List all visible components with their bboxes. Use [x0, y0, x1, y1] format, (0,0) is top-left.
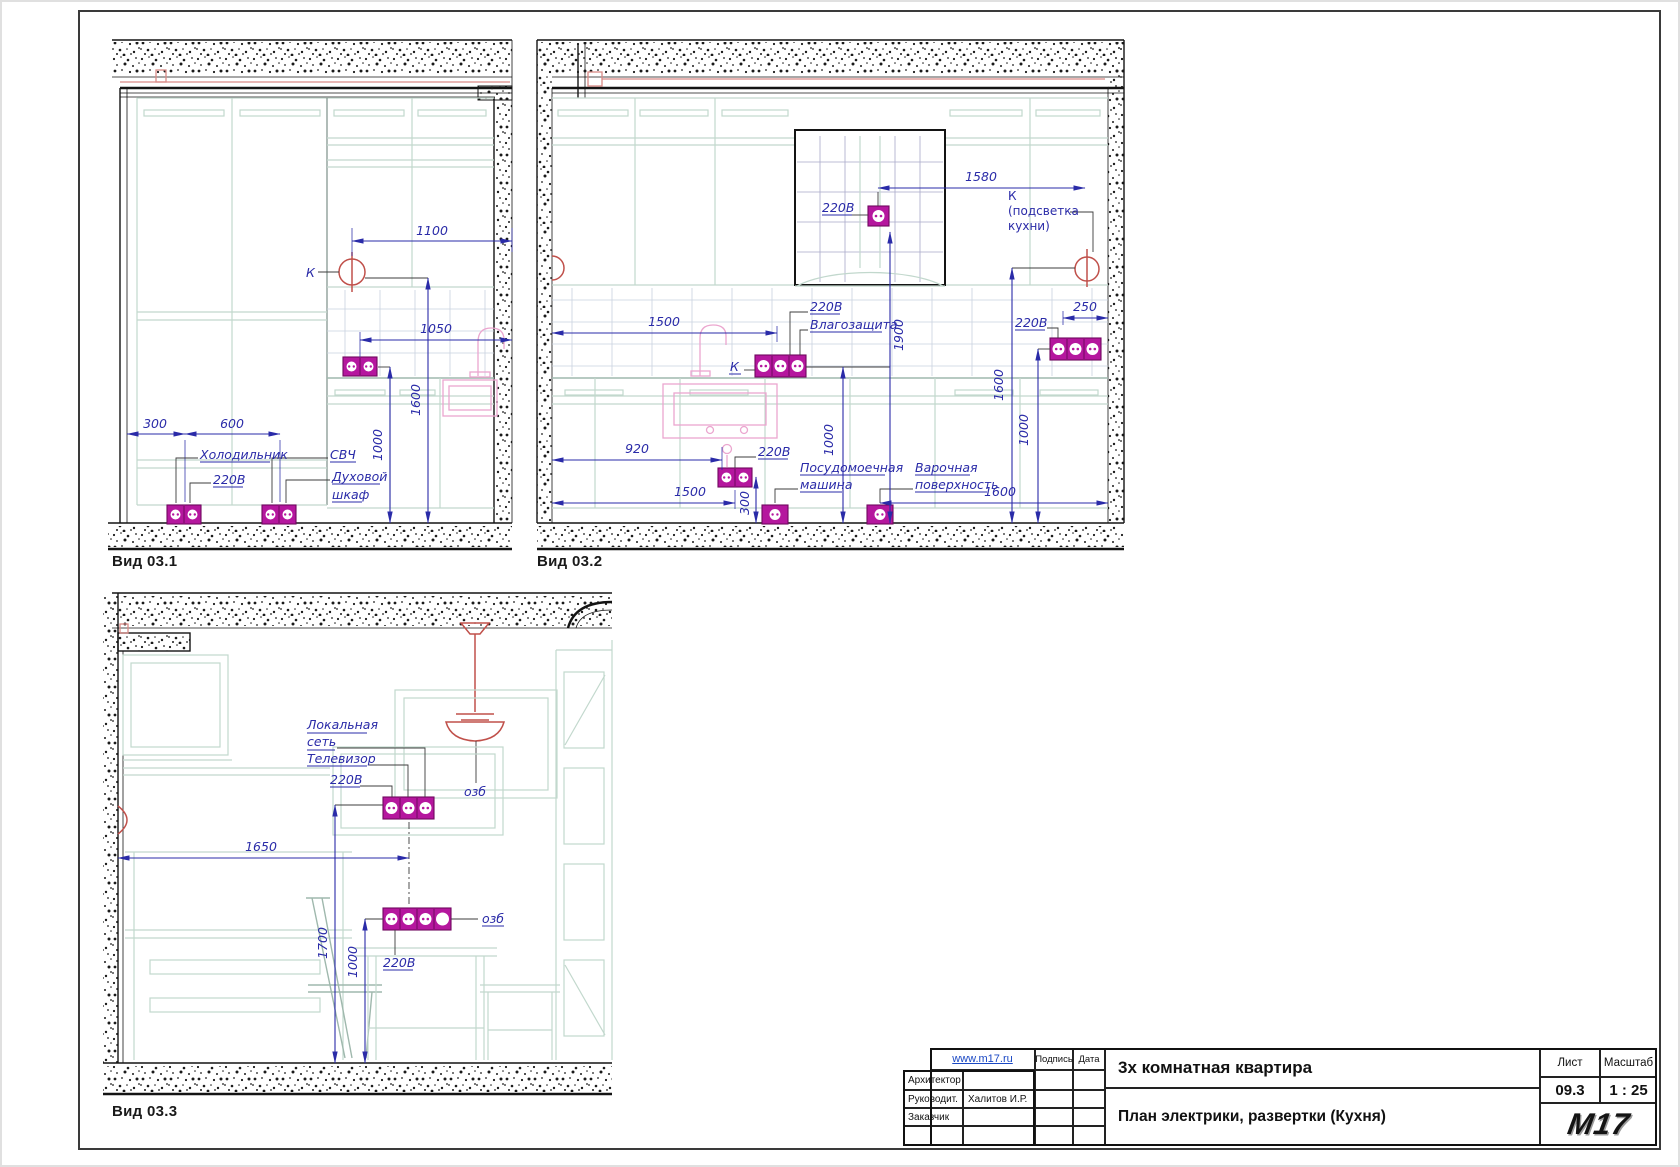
view-03-1 [108, 40, 512, 570]
architect-sign [1035, 1070, 1073, 1090]
client-date [1073, 1108, 1105, 1126]
v2-hood-outlet [868, 206, 889, 226]
v2-switch-tag: К [730, 359, 739, 374]
v1-callout-leaders [176, 458, 330, 503]
client-label: Заказчик [903, 1108, 963, 1126]
v1-sink-faucet-icon [443, 328, 504, 416]
v2-dim-300: 300 [737, 491, 752, 515]
v2-splash-outlet [755, 355, 806, 377]
v2-hob-outlet [867, 505, 893, 524]
v3-dim-1650: 1650 [245, 839, 277, 854]
v1-oven-outlet [262, 505, 296, 524]
v1-dim-1050: 1050 [420, 321, 452, 336]
scale-label: Масштаб [1600, 1048, 1657, 1077]
v2-dim-920: 920 [625, 441, 649, 456]
sign-header: Подпись [1035, 1048, 1073, 1070]
v1-dim-1600: 1600 [408, 384, 423, 416]
v2-dim-1600-bottom: 1600 [984, 484, 1016, 499]
spare-date [1073, 1126, 1105, 1146]
v2-right-220v: 220В [1015, 315, 1048, 330]
v2-hob-2: поверхность [915, 477, 999, 492]
project-title: 3х комнатная квартира [1105, 1048, 1540, 1088]
lead-date [1073, 1090, 1105, 1108]
v1-cabinets [137, 98, 494, 508]
date-header: Дата [1073, 1048, 1105, 1070]
client-sign [1035, 1108, 1073, 1126]
website-cell [930, 1048, 1035, 1070]
v2-dim-1500-bottom: 1500 [674, 484, 706, 499]
architect-date [1073, 1070, 1105, 1090]
lead-value: Халитов И.Р. [963, 1090, 1035, 1108]
v1-label-microwave: СВЧ [330, 447, 356, 462]
v2-dim-1580: 1580 [965, 169, 997, 184]
v3-structure [103, 593, 612, 1094]
logo-cell [1540, 1103, 1657, 1146]
v3-socket-tag: озб [482, 911, 505, 926]
sheet-number: 09.3 [1540, 1077, 1600, 1103]
v1-dim-1000: 1000 [370, 429, 385, 461]
architect-label: Архитектор [903, 1070, 963, 1090]
v1-ceiling-lamp-icon [339, 252, 365, 292]
v2-sink-220v: 220В [758, 444, 791, 459]
v2-dim-250: 250 [1073, 299, 1097, 314]
v3-tv-label: Телевизор [307, 751, 376, 766]
v1-label-fridge: Холодильник [200, 447, 288, 462]
v2-dishwasher-1: Посудомоечная [800, 460, 904, 475]
lead-sign [1035, 1090, 1073, 1108]
architect-value [963, 1070, 1035, 1090]
v3-dim-1000: 1000 [345, 946, 360, 978]
v2-dim-1500-top: 1500 [648, 314, 680, 329]
v3-lan-2: сеть [307, 734, 337, 749]
scale-value: 1 : 25 [1600, 1077, 1657, 1103]
v2-dishwasher-2: машина [800, 477, 853, 492]
spare-label [903, 1126, 963, 1146]
v1-dim-300: 300 [143, 416, 167, 431]
v2-sink-outlet [718, 468, 752, 487]
v3-dim-1700: 1700 [315, 927, 330, 959]
v3-lamp-tag: озб [464, 784, 487, 799]
v3-wall-arc [118, 806, 127, 834]
view-03-2 [537, 40, 1124, 570]
v2-splash-220v: 220В [810, 299, 843, 314]
spare-value [963, 1126, 1035, 1146]
v2-dim-1000-right: 1000 [1016, 414, 1031, 446]
v2-right-outlet [1050, 338, 1101, 360]
v2-ceiling-lamp-left-icon [552, 256, 564, 280]
v3-tv-outlet [383, 797, 434, 819]
v3-lan-1: Локальная [307, 717, 378, 732]
v2-hood-220v: 220В [822, 200, 855, 215]
v2-splashproof: Влагозащита [810, 317, 898, 332]
lead-label: Руководит. [903, 1090, 963, 1108]
v1-switch-tag: К [306, 265, 315, 280]
m17-logo: M17 [1564, 1107, 1633, 1141]
view-03-3 [103, 593, 612, 1120]
v2-hob-1: Варочная [915, 460, 978, 475]
v2-dishwasher-outlet [762, 505, 788, 524]
v3-low-outlet [383, 908, 451, 930]
v1-caption: Вид 03.1 [112, 553, 178, 570]
v2-dim-1000-mid: 1000 [821, 424, 836, 456]
sheet-label: Лист [1540, 1048, 1600, 1077]
v1-label-oven-2: шкаф [332, 487, 370, 502]
v2-ceiling-lamp-right-icon [1075, 249, 1099, 287]
v3-furniture [123, 640, 612, 1060]
v3-tv-220v: 220В [330, 772, 363, 787]
v2-dim-1600-right: 1600 [991, 369, 1006, 401]
v2-backlight-1: (подсветка [1008, 204, 1079, 218]
v2-caption: Вид 03.2 [537, 553, 603, 570]
website-link[interactable]: www.m17.ru [952, 1053, 1013, 1065]
v2-backlight-k: К [1008, 189, 1017, 203]
v1-dim-600: 600 [220, 416, 244, 431]
v3-caption: Вид 03.3 [112, 1103, 178, 1120]
v1-dim-1100: 1100 [416, 223, 448, 238]
drawing-title: План электрики, развертки (Кухня) [1105, 1088, 1540, 1146]
v3-pendant-lamp-icon [446, 623, 504, 741]
v2-backlight-2: кухни) [1008, 219, 1050, 233]
v1-label-220v: 220В [213, 472, 246, 487]
v1-label-oven-1: Духовой [332, 469, 388, 484]
v3-low-220v: 220В [383, 955, 416, 970]
spare-sign [1035, 1126, 1073, 1146]
v2-dim-1900: 1900 [891, 319, 906, 351]
v1-counter-outlet [343, 357, 390, 376]
client-value [963, 1108, 1035, 1126]
v1-fridge-outlet [167, 505, 201, 524]
